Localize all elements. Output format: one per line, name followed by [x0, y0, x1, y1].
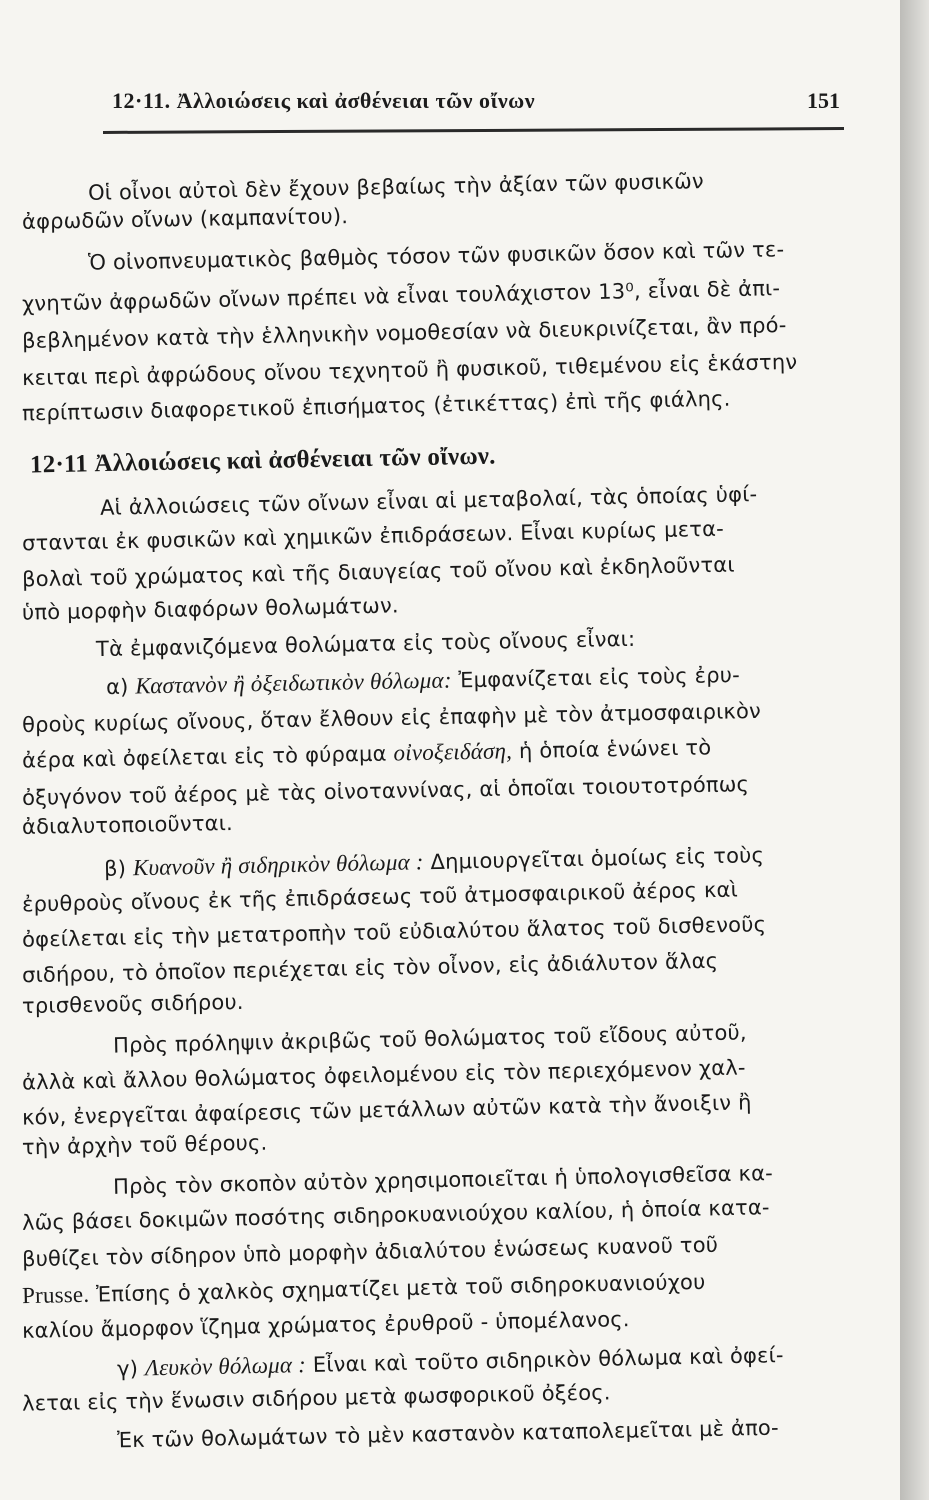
text-line: κόν, ἐνεργεῖται ἀφαίρεσις τῶν μετάλλων αὐτῶν κατὰ τὴν ἄνοιξιν ἢ	[21, 1090, 752, 1130]
text-line: σιδήρου, τὸ ὁποῖον περιέχεται εἰς τὸν οἶνον, εἰς ἀδιάλυτον ἅλας	[21, 948, 719, 988]
page-gutter	[900, 0, 929, 1500]
text-line: περίπτωσιν διαφορετικοῦ ἐπισήματος (ἐτικέττας) ἐπὶ τῆς φιάλης.	[21, 386, 731, 426]
text-line: Πρὸς πρόληψιν ἀκριβῶς τοῦ θολώματος τοῦ εἴδους αὐτοῦ,	[112, 1020, 747, 1058]
text-line: Πρὸς τὸν σκοπὸν αὐτὸν χρησιμοποιεῖται ἡ ὑπολογισθεῖσα κα-	[112, 1161, 774, 1199]
text-line: λεται εἰς τὴν ἕνωσιν σιδήρου μετὰ φωσφορικοῦ ὀξέος.	[21, 1380, 611, 1416]
text-run: Ἐμφανίζεται εἰς τοὺς ἐρυ-	[451, 662, 741, 693]
text-line: Ἐκ τῶν θολωμάτων τὸ μὲν καστανὸν καταπολεμεῖται μὲ ἀπο-	[116, 1415, 779, 1453]
page-number: 151	[807, 88, 840, 113]
text-line: βολαὶ τοῦ χρώματος καὶ τῆς διαυγείας τοῦ οἴνου καὶ ἐκδηλοῦνται	[21, 552, 735, 592]
text-line: Ὁ οἰνοπνευματικὸς βαθμὸς τόσον τῶν φυσικῶν ὅσον καὶ τῶν τε-	[87, 237, 785, 275]
text-line: ἀδιαλυτοποιοῦνται.	[21, 810, 234, 840]
text-line: Αἱ ἀλλοιώσεις τῶν οἴνων εἶναι αἱ μεταβολαί, τὰς ὁποίας ὑφί-	[99, 482, 758, 520]
text-line	[22, 734, 712, 773]
text-line	[22, 1269, 706, 1309]
text-line: ἐρυθροὺς οἴνους ἐκ τῆς ἐπιδράσεως τοῦ ἀτμοσφαιρικοῦ ἀέρος καὶ	[21, 877, 739, 917]
text-run: ἀέρα καὶ ὀφείλεται εἰς τὸ φύραμα	[21, 741, 394, 773]
list-marker: β)	[103, 856, 134, 881]
text-line	[106, 662, 740, 700]
text-line: θροὺς κυρίως οἴνους, ὅταν ἔλθουν εἰς ἐπαφὴν μὲ τὸν ἀτμοσφαιρικὸν	[21, 698, 762, 738]
text-line: βεβλημένον κατὰ τὴν ἑλληνικὴν νομοθεσίαν νὰ διευκρινίζεται, ἂν πρό-	[21, 312, 787, 354]
text-line: στανται ἐκ φυσικῶν καὶ χημικῶν ἐπιδράσεων. Εἶναι κυρίως μετα-	[21, 516, 725, 556]
text-line	[104, 842, 765, 882]
section-heading: 12·11 Ἀλλοιώσεις καὶ ἀσθένειαι τῶν οἴνων.	[29, 442, 496, 479]
text-line: λῶς βάσει δοκιμῶν ποσότης σιδηροκυανιούχου καλίου, ἡ ὁποία κατα-	[21, 1195, 770, 1235]
text-run: Δημιουργεῖται ὁμοίως εἰς τοὺς	[423, 843, 765, 875]
italic-term: Λευκὸν θόλωμα :	[144, 1352, 307, 1381]
list-marker: α)	[105, 674, 136, 700]
text-line: Οἱ οἶνοι αὐτοὶ δὲν ἔχουν βεβαίως τὴν ἀξίαν τῶν φυσικῶν	[87, 169, 705, 205]
text-line: ἀλλὰ καὶ ἄλλου θολώματος ὀφειλομένου εἰς τὸν περιεχόμενον χαλ-	[21, 1055, 746, 1095]
text-line: ὀξυγόνον τοῦ ἀέρος μὲ τὰς οἰνοταννίνας, αἱ ὁποῖαι τοιουτοτρόπως	[21, 772, 750, 810]
text-run: Ἐπίσης ὁ χαλκὸς σχηματίζει μετὰ τοῦ σιδηροκυανιούχου	[89, 1269, 706, 1307]
italic-term: Καστανὸν ἢ ὀξειδωτικὸν θόλωμα:	[135, 667, 452, 699]
italic-term: Κυανοῦν ἢ σιδηρικὸν θόλωμα :	[132, 849, 424, 881]
text-run: Prusse.	[21, 1281, 90, 1309]
text-line: ἀφρωδῶν οἴνων (καμπανίτου).	[21, 204, 349, 234]
text-line: τὴν ἀρχὴν τοῦ θέρους.	[21, 1130, 268, 1160]
text-line	[117, 1342, 784, 1382]
running-title: 12·11. Ἀλλοιώσεις καὶ ἀσθένειαι τῶν οἴνων	[112, 88, 536, 113]
text-line: ὀφείλεται εἰς τὴν μετατροπὴν τοῦ εὐδιαλύτου ἅλατος τοῦ δισθενοῦς	[21, 912, 767, 952]
italic-term: οἰνοξειδάση,	[393, 738, 513, 766]
text-run: ἡ ὁποία ἑνώνει τὸ	[511, 735, 712, 764]
text-line: Τὰ ἐμφανιζόμενα θολώματα εἰς τοὺς οἴνους εἶναι:	[95, 626, 636, 662]
text-line: τρισθενοῦς σιδήρου.	[21, 989, 244, 1019]
text-line: καλίου ἄμορφον ἵζημα χρώματος ἐρυθροῦ - ὑπομέλανος.	[21, 1307, 630, 1343]
list-marker: γ)	[116, 1356, 146, 1381]
text-line: ὑπὸ μορφὴν διαφόρων θολωμάτων.	[21, 593, 399, 625]
text-line: χνητῶν ἀφρωδῶν οἴνων πρέπει νὰ εἶναι τουλάχιστον 13⁰, εἶναι δὲ ἀπι-	[21, 276, 781, 316]
text-line: βυθίζει τὸν σίδηρον ὑπὸ μορφὴν ἀδιαλύτου ἑνώσεως κυανοῦ τοῦ	[21, 1232, 719, 1272]
text-line: κειται περὶ ἀφρώδους οἴνου τεχνητοῦ ἢ φυσικοῦ, τιθεμένου εἰς ἑκάστην	[21, 349, 798, 391]
text-run: Εἶναι καὶ τοῦτο σιδηρικὸν θόλωμα καὶ ὀφεί-	[305, 1343, 784, 1378]
